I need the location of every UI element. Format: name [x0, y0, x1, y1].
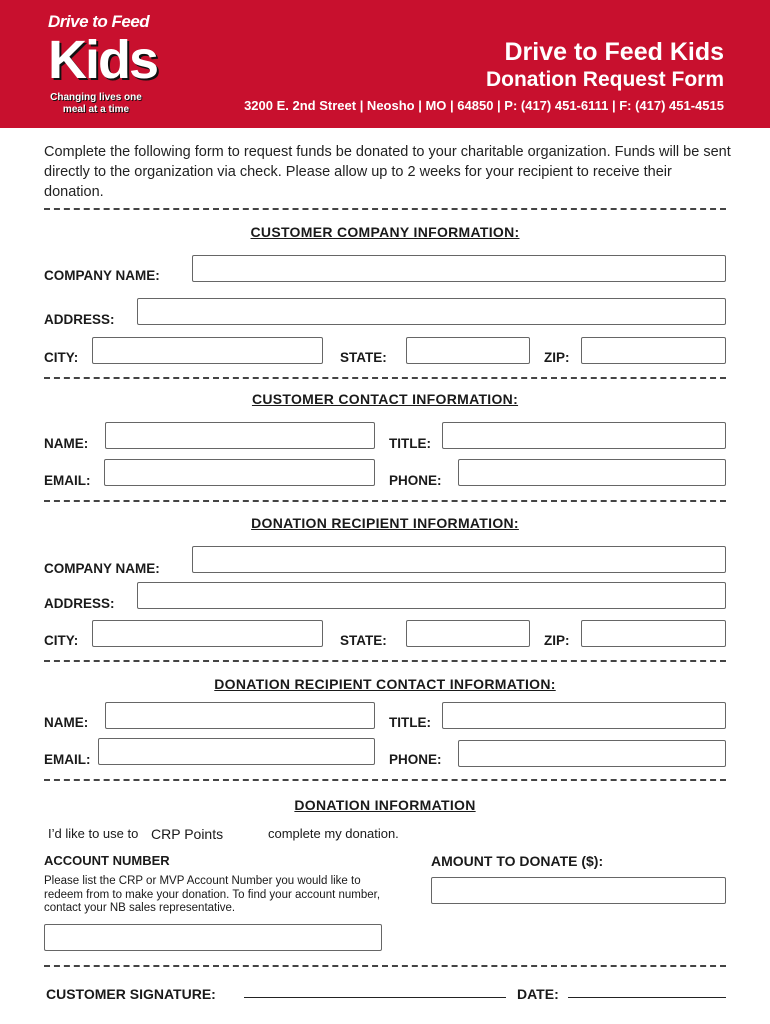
signature-line[interactable]: [244, 997, 506, 998]
section-recipient-heading: DONATION RECIPIENT INFORMATION:: [251, 515, 519, 531]
contact-address: 3200 E. 2nd Street | Neosho | MO | 64850 | P: (417) 451-6111 | F: (417) 451-4515: [244, 98, 724, 113]
page-title: Drive to Feed Kids: [504, 38, 724, 66]
amount-field[interactable]: [431, 877, 726, 904]
customer-city-field[interactable]: [92, 337, 323, 364]
recipient-state-field[interactable]: [406, 620, 530, 647]
divider: [44, 208, 726, 210]
recipient-address-label: ADDRESS:: [44, 596, 115, 611]
customer-title-label: TITLE:: [389, 436, 431, 451]
account-number-note: Please list the CRP or MVP Account Number you would like to redeem from to make your donation. To find your account number, contact your NB sales representative.: [44, 875, 381, 914]
customer-name-field[interactable]: [105, 422, 375, 449]
signature-label: CUSTOMER SIGNATURE:: [46, 986, 216, 1002]
recipient-phone-label: PHONE:: [389, 752, 442, 767]
divider: [44, 779, 726, 781]
use-prefix-text: I’d like to use to: [48, 826, 139, 841]
account-number-label: ACCOUNT NUMBER: [44, 853, 170, 868]
divider: [44, 660, 726, 662]
recipient-email-field[interactable]: [98, 738, 375, 765]
recipient-zip-field[interactable]: [581, 620, 726, 647]
customer-state-field[interactable]: [406, 337, 530, 364]
recipient-city-field[interactable]: [92, 620, 323, 647]
logo-line1: Drive to Feed: [48, 12, 150, 31]
drive-to-feed-kids-logo: [40, 10, 158, 122]
customer-address-label: ADDRESS:: [44, 312, 115, 327]
divider: [44, 500, 726, 502]
points-type-select[interactable]: CRP Points: [151, 826, 224, 842]
customer-zip-field[interactable]: [581, 337, 726, 364]
recipient-company-name-label: COMPANY NAME:: [44, 561, 160, 576]
account-number-field[interactable]: [44, 924, 382, 951]
recipient-email-label: EMAIL:: [44, 752, 91, 767]
customer-phone-label: PHONE:: [389, 473, 442, 488]
customer-state-label: STATE:: [340, 350, 387, 365]
form-subtitle: Donation Request Form: [485, 68, 724, 91]
customer-email-label: EMAIL:: [44, 473, 91, 488]
recipient-name-field[interactable]: [105, 702, 375, 729]
header-banner: [0, 0, 770, 128]
section-donation-heading: DONATION INFORMATION: [294, 797, 476, 813]
amount-label: AMOUNT TO DONATE ($):: [431, 853, 604, 869]
customer-address-field[interactable]: [137, 298, 726, 325]
recipient-address-field[interactable]: [137, 582, 726, 609]
customer-title-field[interactable]: [442, 422, 726, 449]
section-recipient-contact-heading: DONATION RECIPIENT CONTACT INFORMATION:: [214, 676, 556, 692]
section-customer-company-heading: CUSTOMER COMPANY INFORMATION:: [250, 224, 520, 240]
divider: [44, 965, 726, 967]
customer-zip-label: ZIP:: [544, 350, 570, 365]
recipient-title-field[interactable]: [442, 702, 726, 729]
date-line[interactable]: [568, 997, 726, 998]
customer-email-field[interactable]: [104, 459, 375, 486]
recipient-city-label: CITY:: [44, 633, 79, 648]
recipient-phone-field[interactable]: [458, 740, 726, 767]
date-label: DATE:: [517, 986, 559, 1002]
use-suffix-text: complete my donation.: [268, 826, 399, 841]
customer-phone-field[interactable]: [458, 459, 726, 486]
customer-company-name-label: COMPANY NAME:: [44, 268, 160, 283]
recipient-company-name-field[interactable]: [192, 546, 726, 573]
logo-line2: Kids: [48, 30, 158, 90]
customer-company-name-field[interactable]: [192, 255, 726, 282]
customer-name-label: NAME:: [44, 436, 89, 451]
intro-text: Complete the following form to request funds be donated to your charitable organization. Funds will be sent directly to the organization via check. Please allow up to 2 weeks for your recipient to receive their donation.: [44, 144, 731, 200]
section-customer-contact-heading: CUSTOMER CONTACT INFORMATION:: [251, 391, 519, 407]
divider: [44, 377, 726, 379]
recipient-state-label: STATE:: [340, 633, 387, 648]
logo-tagline: Changing lives one meal at a time: [50, 92, 142, 115]
customer-city-label: CITY:: [44, 350, 79, 365]
recipient-zip-label: ZIP:: [544, 633, 570, 648]
recipient-name-label: NAME:: [44, 715, 89, 730]
recipient-title-label: TITLE:: [389, 715, 431, 730]
